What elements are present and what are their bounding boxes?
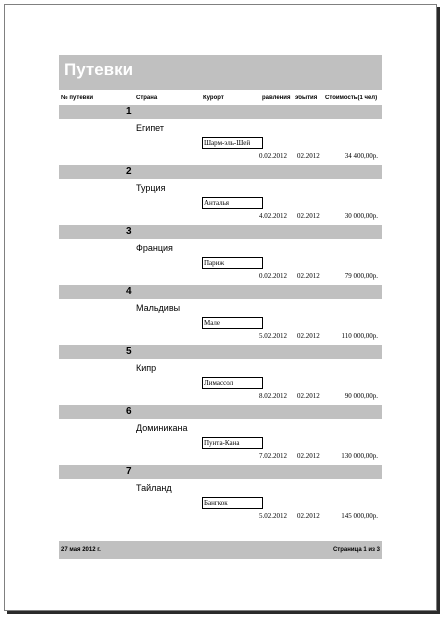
price-value: 34 400,00р. bbox=[344, 152, 378, 160]
departure-date: 4.02.2012 bbox=[259, 212, 287, 220]
departure-date: 5.02.2012 bbox=[259, 332, 287, 340]
country-name: Кипр bbox=[136, 363, 157, 373]
price-value: 79 000,00р. bbox=[344, 272, 378, 280]
return-date: 02.2012 bbox=[297, 212, 320, 220]
report-title: Путевки bbox=[64, 60, 134, 79]
return-date: 02.2012 bbox=[297, 392, 320, 400]
departure-date: 0.02.2012 bbox=[259, 272, 287, 280]
country-name: Египет bbox=[136, 123, 165, 133]
group-header-band bbox=[59, 225, 382, 239]
price-value: 110 000,00р. bbox=[341, 332, 378, 340]
resort-field: Пунта-Кана bbox=[202, 437, 263, 449]
group-number: 6 bbox=[126, 406, 132, 417]
country-name: Франция bbox=[136, 243, 173, 253]
report-footer bbox=[59, 541, 382, 559]
group-number: 2 bbox=[126, 166, 132, 177]
report-title-bar bbox=[59, 55, 382, 90]
column-header-voucher-number: № путевки bbox=[61, 95, 94, 101]
resort-field: Мале bbox=[202, 317, 263, 329]
column-header-return-date: эбытия bbox=[295, 95, 318, 101]
group-header-band bbox=[59, 165, 382, 179]
column-header-departure-date: равления bbox=[262, 95, 291, 101]
group-number: 7 bbox=[126, 466, 132, 477]
resort-field: Лимассол bbox=[202, 377, 263, 389]
departure-date: 7.02.2012 bbox=[259, 452, 287, 460]
departure-date: 0.02.2012 bbox=[259, 152, 287, 160]
country-name: Мальдивы bbox=[136, 303, 181, 313]
group-header-band bbox=[59, 465, 382, 479]
group-number: 1 bbox=[126, 106, 132, 117]
price-value: 130 000,00р. bbox=[341, 452, 378, 460]
column-header-price: Стоимость(1 чел) bbox=[325, 95, 378, 101]
country-name: Тайланд bbox=[136, 483, 172, 493]
return-date: 02.2012 bbox=[297, 512, 320, 520]
price-value: 145 000,00р. bbox=[341, 512, 378, 520]
country-name: Доминикана bbox=[136, 423, 188, 433]
resort-field: Шарм-эль-Шей bbox=[202, 137, 263, 149]
column-header-resort: Курорт bbox=[203, 95, 224, 101]
resort-field: Париж bbox=[202, 257, 263, 269]
country-name: Турция bbox=[136, 183, 166, 193]
column-header-country: Страна bbox=[136, 95, 158, 101]
group-number: 5 bbox=[126, 346, 132, 357]
price-value: 30 000,00р. bbox=[344, 212, 378, 220]
group-header-band bbox=[59, 405, 382, 419]
resort-field: Анталья bbox=[202, 197, 263, 209]
group-header-band bbox=[59, 105, 382, 119]
return-date: 02.2012 bbox=[297, 332, 320, 340]
departure-date: 5.02.2012 bbox=[259, 512, 287, 520]
report-page bbox=[4, 4, 437, 611]
resort-field: Бангкок bbox=[202, 497, 263, 509]
departure-date: 8.02.2012 bbox=[259, 392, 287, 400]
group-header-band bbox=[59, 345, 382, 359]
return-date: 02.2012 bbox=[297, 272, 320, 280]
group-header-band bbox=[59, 285, 382, 299]
footer-page-number: Страница 1 из 3 bbox=[332, 547, 380, 553]
return-date: 02.2012 bbox=[297, 152, 320, 160]
group-number: 3 bbox=[126, 226, 132, 237]
price-value: 90 000,00р. bbox=[344, 392, 378, 400]
return-date: 02.2012 bbox=[297, 452, 320, 460]
group-number: 4 bbox=[126, 286, 132, 297]
footer-date: 27 мая 2012 г. bbox=[61, 547, 101, 553]
